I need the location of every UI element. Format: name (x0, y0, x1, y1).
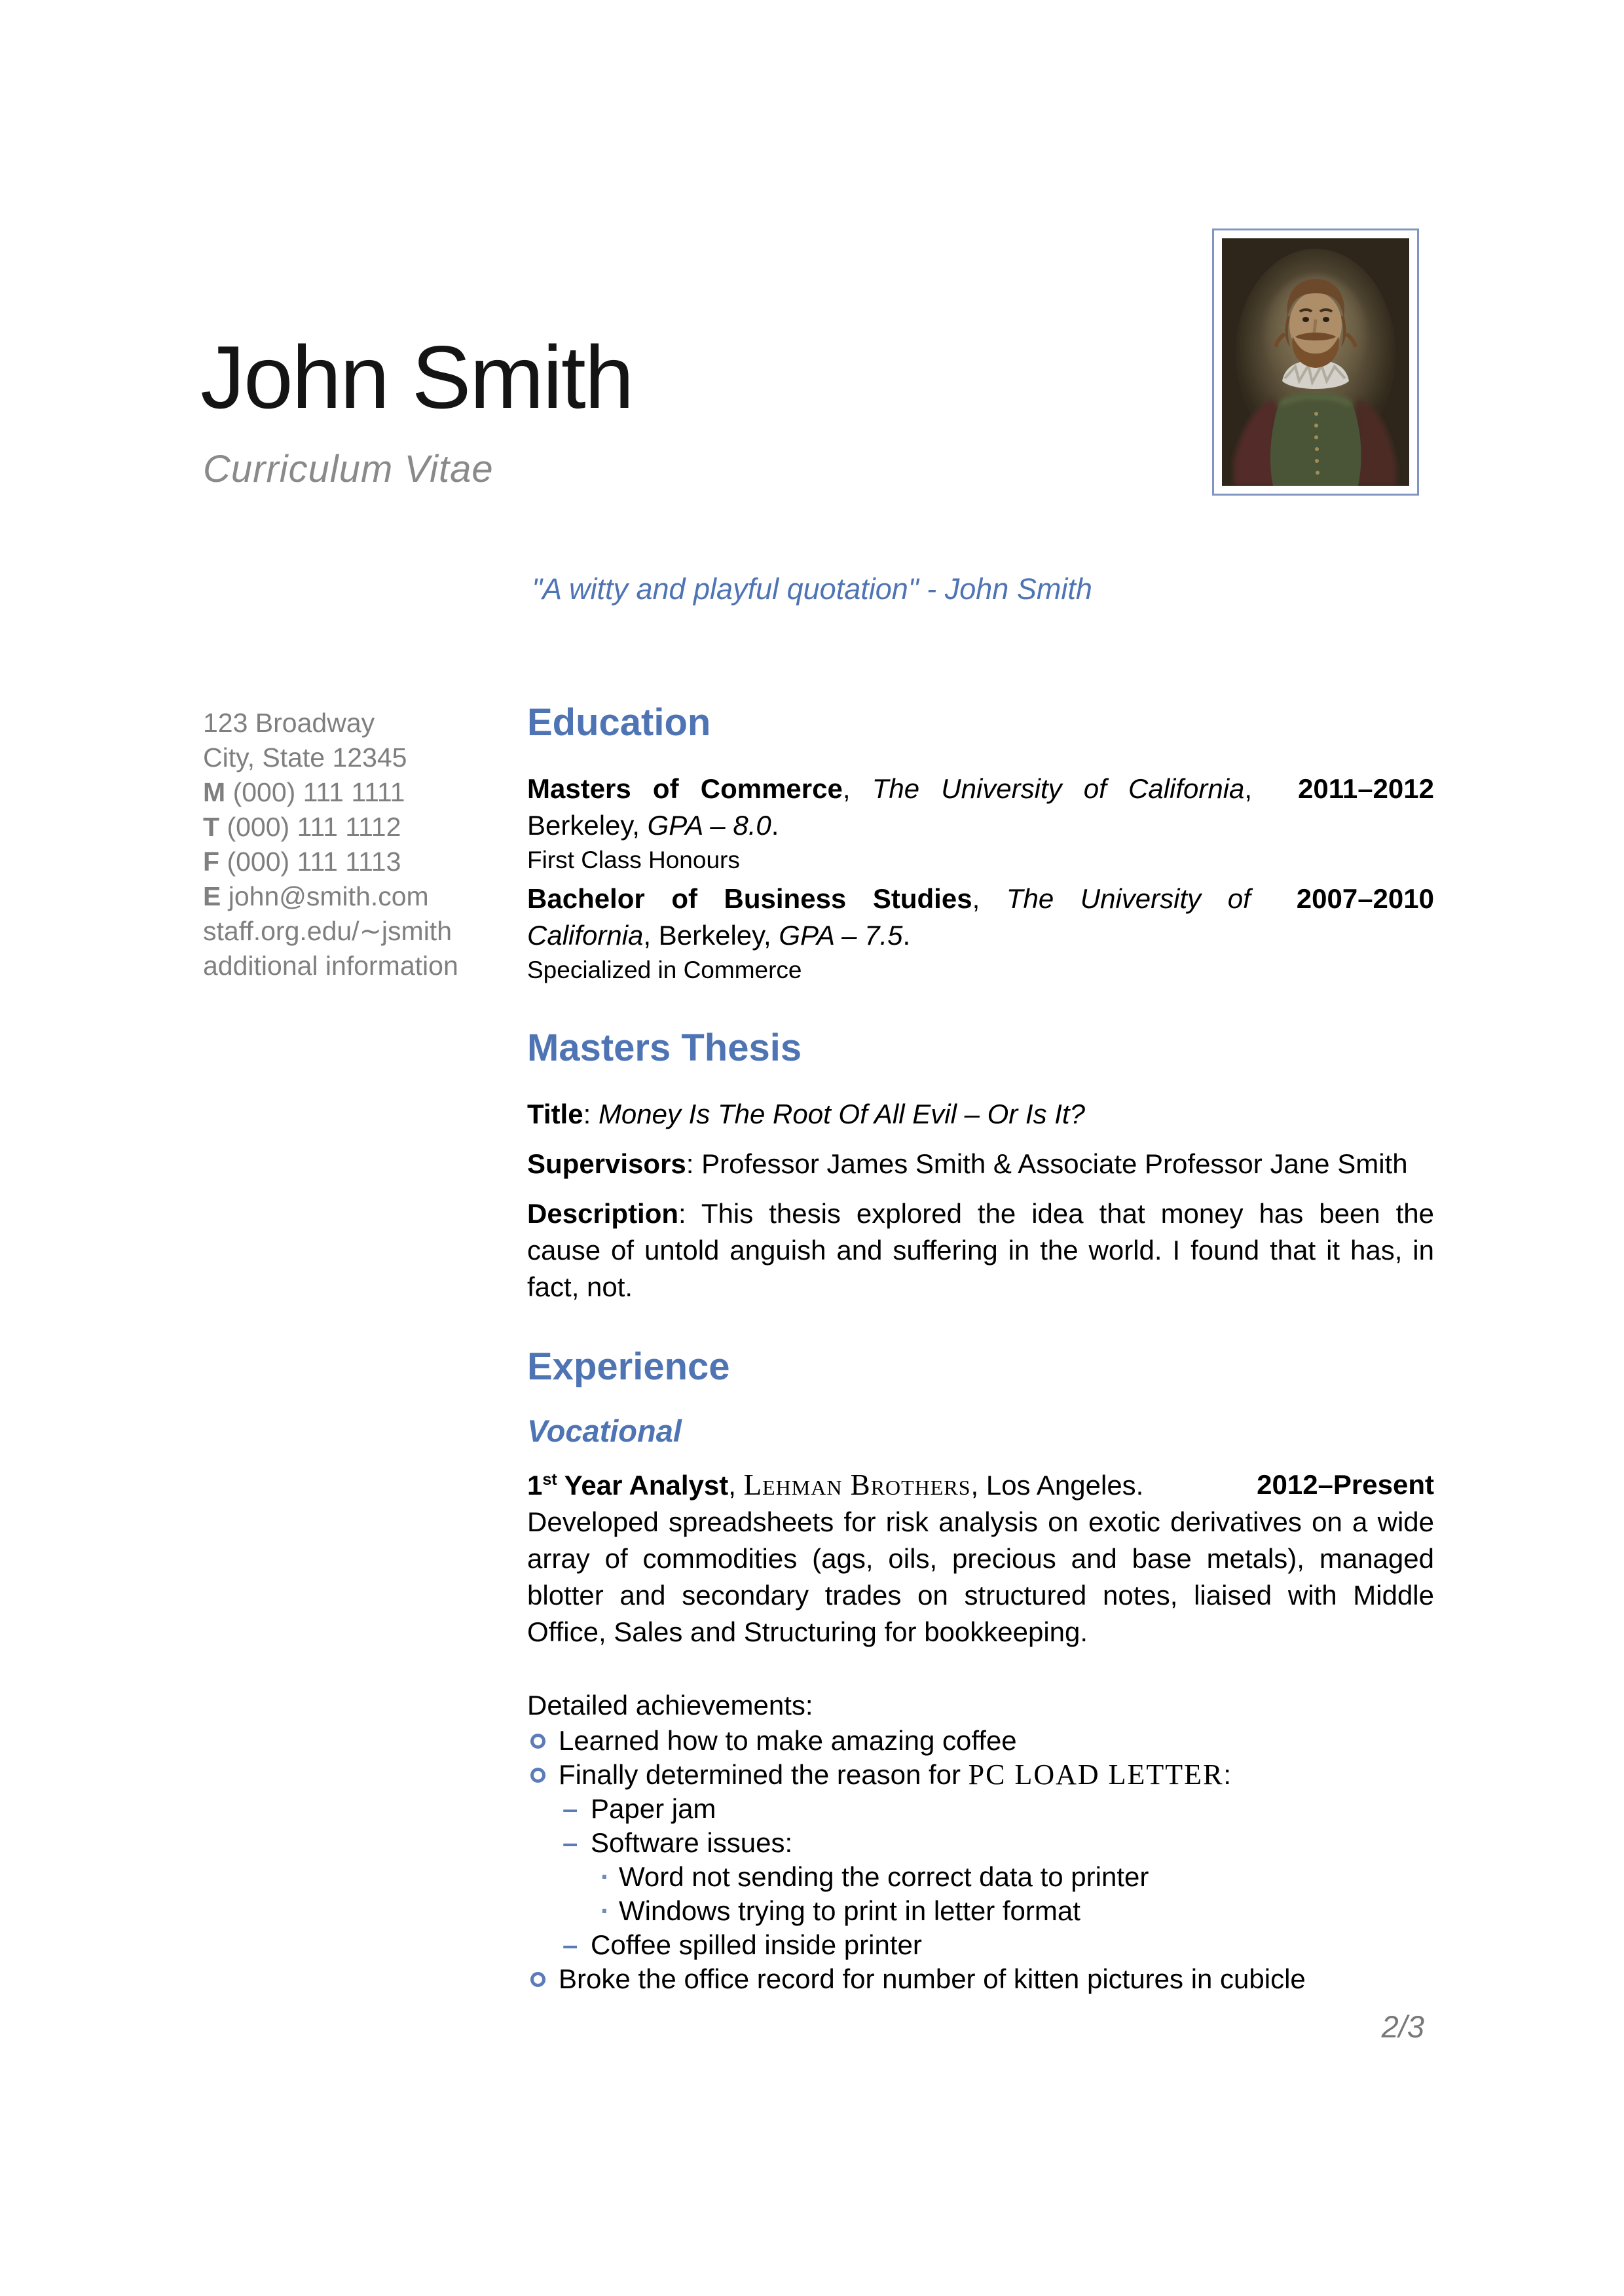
thesis-description-label: Description (527, 1197, 679, 1229)
entry-dates: 2007–2010 (1296, 883, 1434, 914)
telephone (203, 810, 511, 845)
separator: : (583, 1098, 599, 1129)
achievement-subitem: – Coffee spilled inside printer (563, 1928, 1434, 1962)
thesis-title-row (527, 1096, 1434, 1133)
separator: : (678, 1197, 701, 1229)
achievements-sublist (559, 1792, 1434, 1962)
contact-details (203, 706, 511, 983)
achievement-subitem: – Paper jam (563, 1792, 1434, 1826)
page-title: John Smith (200, 327, 633, 427)
separator: , (728, 1470, 744, 1501)
entry-dates: 2012–Present (1257, 1469, 1434, 1501)
achievement-text: Finally determined the reason for (559, 1759, 969, 1791)
education-entry (527, 881, 1434, 987)
section-title-education: Education (527, 701, 711, 744)
fax-label: F (203, 847, 220, 877)
section-title-masters-thesis: Masters Thesis (527, 1026, 802, 1069)
entry-note: Specialized in Commerce (527, 956, 802, 983)
gpa: GPA – 8.0 (647, 809, 771, 841)
degree: Bachelor of Business Studies (527, 883, 972, 914)
section-title-experience: Experience (527, 1345, 730, 1388)
achievements-list (527, 1724, 1434, 1996)
achievement-text: Software issues: (591, 1827, 793, 1859)
job-position (527, 1470, 728, 1501)
gpa: GPA – 7.5 (779, 919, 903, 951)
job-title-line (527, 1467, 1434, 1504)
thesis-supervisors-label: Supervisors (527, 1148, 686, 1179)
subsection-vocational: Vocational (527, 1413, 682, 1448)
achievement-subsubitem: · Windows trying to print in letter format (600, 1894, 1434, 1928)
phone-number: (000) 111 1112 (227, 812, 401, 842)
achievement-item: Broke the office record for number of kitten pictures in cubicle (527, 1962, 1434, 1996)
main-content (527, 695, 1434, 1996)
achievement-item: Learned how to make amazing coffee (527, 1724, 1434, 1758)
page-number: 2/3 (1381, 2009, 1424, 2044)
position-number: 1 (527, 1470, 543, 1501)
quote: "A witty and playful quotation" - John Smith (532, 572, 1092, 606)
portrait-photo (1212, 228, 1419, 496)
institution: The University of California (527, 883, 1251, 951)
achievement-text-suffix: : (1223, 1759, 1232, 1791)
address-line-1: 123 Broadway (203, 708, 375, 738)
institution: The University of California (872, 773, 1245, 804)
email-address[interactable]: john@smith.com (228, 881, 429, 911)
email-label: E (203, 881, 221, 911)
location: , Berkeley, (527, 773, 1253, 841)
fax (203, 845, 511, 879)
education-entry-line (527, 881, 1434, 954)
separator: . (902, 919, 911, 951)
thesis-title-value: Money Is The Root Of All Evil – Or Is It? (598, 1098, 1085, 1129)
extra-info: additional information (203, 951, 458, 981)
position-rest: Year Analyst (557, 1470, 729, 1501)
email (203, 879, 511, 914)
thesis-description-row (527, 1195, 1434, 1305)
mobile-phone (203, 775, 511, 810)
cv-subtitle: Curriculum Vitae (203, 448, 494, 490)
thesis-description-value: This thesis explored the idea that money has been the cause of untold anguish and suffering in the world. I found that it has, in fact, not. (527, 1197, 1434, 1302)
entry-dates: 2011–2012 (1298, 773, 1434, 804)
thesis-title-label: Title (527, 1098, 583, 1129)
separator: , (972, 883, 1006, 914)
degree: Masters of Commerce (527, 773, 843, 804)
education-entry (527, 771, 1434, 877)
separator: . (771, 809, 779, 841)
job-summary: Developed spreadsheets for risk analysis on exotic derivatives on a wide array of commodities (ags, oils, precious and base metals), managed blotter and secondary trades on structured notes, liaised with Middle Office, Sales and Structuring for bookkeeping. (527, 1506, 1434, 1648)
website[interactable]: staff.org.edu/∼jsmith (203, 916, 452, 946)
separator: : (686, 1148, 702, 1179)
mobile-number: (000) 111 1111 (232, 777, 405, 807)
printer-error-code: PC LOAD LETTER (968, 1758, 1224, 1791)
phone-label: T (203, 812, 220, 842)
education-entry-line (527, 771, 1434, 844)
experience-entry (527, 1467, 1434, 1996)
portrait-illustration (1222, 238, 1409, 486)
separator: , (842, 773, 872, 804)
achievement-subitem (563, 1826, 1434, 1928)
achievement-item (527, 1758, 1434, 1962)
thesis-supervisors-value: Professor James Smith & Associate Professor Jane Smith (701, 1148, 1408, 1179)
achievements-subsublist (591, 1860, 1434, 1928)
thesis-supervisors-row (527, 1146, 1434, 1182)
achievement-subsubitem: · Word not sending the correct data to printer (600, 1860, 1434, 1894)
location: , Berkeley, (643, 919, 779, 951)
position-ordinal: st (542, 1470, 557, 1489)
achievements-label: Detailed achievements: (527, 1690, 813, 1721)
company-name: Lehman Brothers (743, 1468, 971, 1502)
fax-number: (000) 111 1113 (227, 847, 401, 877)
address-line-2: City, State 12345 (203, 742, 407, 773)
mobile-label: M (203, 777, 226, 807)
entry-note: First Class Honours (527, 846, 740, 873)
job-location: , Los Angeles. (970, 1470, 1144, 1501)
